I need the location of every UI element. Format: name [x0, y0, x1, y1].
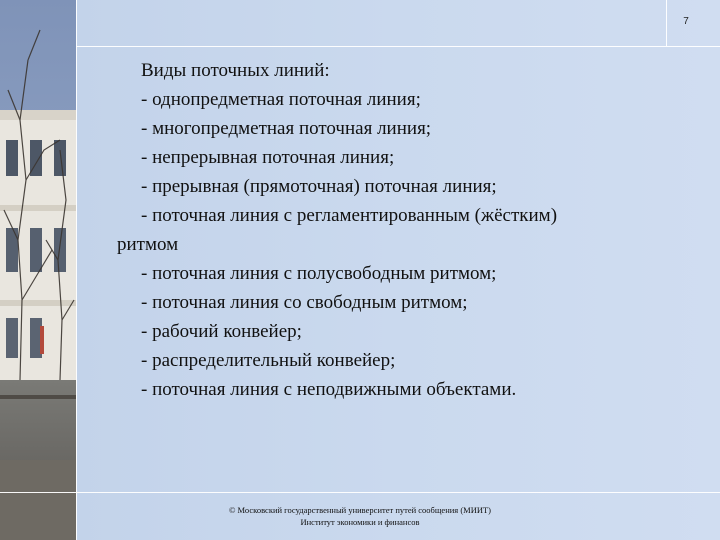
- list-item: - прерывная (прямоточная) поточная линия;: [141, 176, 497, 197]
- top-divider-line: [76, 46, 720, 47]
- list-item: - непрерывная поточная линия;: [141, 147, 395, 168]
- list-item: - поточная линия со свободным ритмом;: [141, 292, 468, 313]
- list-item: - однопредметная поточная линия;: [141, 89, 421, 110]
- left-divider-line: [76, 0, 77, 540]
- building-photo-graphic: [0, 0, 76, 540]
- page-number: 7: [683, 16, 689, 27]
- footer-institute: Институт экономики и финансов: [300, 517, 420, 527]
- list-item: - поточная линия с неподвижными объектами.: [141, 379, 517, 400]
- page-number-divider: [666, 0, 667, 46]
- bottom-divider-line: [0, 492, 720, 493]
- list-item-continuation: ритмом: [117, 234, 179, 255]
- list-item: - поточная линия с полусвободным ритмом;: [141, 263, 497, 284]
- footer: [160, 504, 560, 528]
- list-item: - поточная линия с регламентированным (жёстким): [141, 205, 558, 226]
- footer-copyright: © Московский государственный университет путей сообщения (МИИТ): [228, 505, 492, 515]
- list-item: - распределительный конвейер;: [141, 350, 396, 371]
- list-item: - рабочий конвейер;: [141, 321, 302, 342]
- slide-title: Виды поточных линий:: [141, 60, 330, 81]
- slide-body: [117, 56, 687, 404]
- building-photo: [0, 0, 76, 540]
- list-item: - многопредметная поточная линия;: [141, 118, 432, 139]
